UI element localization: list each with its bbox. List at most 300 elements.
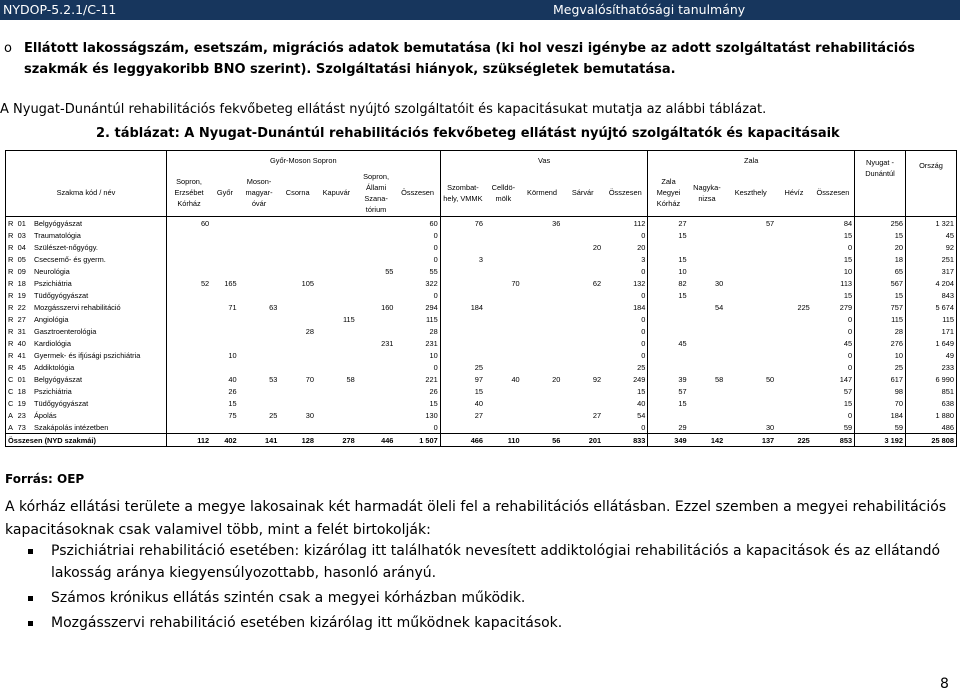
table-cell: 20	[637, 242, 646, 252]
table-cell: 55	[385, 266, 394, 276]
table-cell	[648, 349, 689, 361]
table-cell	[562, 349, 603, 361]
table-cell	[211, 361, 238, 373]
table-cell: 57	[843, 386, 853, 396]
row-type: C	[6, 373, 16, 385]
table-cell	[316, 253, 357, 265]
table-cell	[211, 337, 238, 349]
table-cell: 15	[228, 398, 237, 408]
table-cell	[485, 217, 522, 230]
document-title: Megvalósíthatósági tanulmány	[553, 2, 746, 17]
table-cell	[562, 313, 603, 325]
table-cell: 279	[839, 302, 853, 312]
table-cell: 57	[648, 385, 689, 397]
table-cell: 231	[425, 338, 438, 348]
intro-paragraph: A Nyugat-Dunántúl rehabilitációs fekvőbeteg ellátást nyújtó szolgáltatóit és kapacitásukat mutatja az alábbi táblázat.	[0, 102, 767, 117]
table-cell: 18	[855, 253, 906, 265]
table-cell: 231	[381, 338, 394, 348]
table-cell: 20	[592, 242, 602, 252]
table-cell	[316, 361, 357, 373]
table-cell	[166, 337, 211, 349]
table-cell: 54	[637, 410, 646, 420]
table-cell: 10	[843, 266, 853, 276]
table-cell: 132	[633, 278, 646, 288]
table-cell	[279, 253, 316, 265]
table-cell	[357, 277, 396, 289]
row-code: 45	[17, 362, 26, 372]
table-cell	[522, 241, 563, 253]
table-cell	[357, 361, 396, 373]
capacity-table	[5, 150, 957, 447]
body-paragraph: A kórház ellátási területe a megye lakosainak két harmadát öleli fel a rehabilitációs ellátásban. Ezzel szemben a megyei rehabilitációs kapacitásoknak csak valamivel több, mint a felét birtokolják:	[5, 499, 947, 538]
row-code: 19	[17, 290, 26, 300]
table-cell: 28	[855, 325, 906, 337]
table-cell	[522, 265, 563, 277]
table-cell	[357, 253, 396, 265]
table-cell	[725, 265, 776, 277]
table-cell	[648, 361, 689, 373]
table-row	[6, 421, 957, 434]
group-zala: Zala	[648, 151, 855, 170]
table-cell: 15	[855, 289, 906, 301]
table-cell: 53	[269, 374, 278, 384]
row-type: R	[6, 217, 16, 230]
table-cell	[562, 325, 603, 337]
table-cell: 115	[905, 313, 956, 325]
table-cell	[316, 397, 357, 409]
table-cell	[440, 421, 485, 434]
col-mosonmagyarovar: Moson-magyar-óvár	[239, 169, 280, 217]
total-cell: 141	[239, 434, 280, 447]
row-name: Traumatológia	[33, 230, 81, 240]
table-cell	[440, 313, 485, 325]
table-cell: 98	[855, 385, 906, 397]
table-cell: 70	[855, 397, 906, 409]
col-celldomolk: Celldö-mölk	[485, 169, 522, 217]
table-cell: 15	[637, 386, 646, 396]
row-code: 22	[17, 302, 26, 312]
table-cell: 184	[855, 409, 906, 421]
bullet-square-icon	[28, 549, 33, 554]
col-sopron-erzsebet: Sopron, Erzsébet Kórház	[166, 169, 211, 217]
table-cell	[485, 385, 522, 397]
section-heading	[4, 38, 959, 80]
table-cell	[279, 241, 316, 253]
table-cell	[776, 229, 812, 241]
table-cell	[279, 217, 316, 230]
table-cell: 84	[843, 218, 853, 228]
row-code: 31	[17, 326, 26, 336]
table-cell	[239, 253, 280, 265]
table-cell	[689, 337, 726, 349]
table-cell: 317	[905, 265, 956, 277]
table-cell	[440, 241, 485, 253]
table-cell: 225	[797, 302, 810, 312]
row-code: 03	[17, 230, 26, 240]
table-cell: 0	[641, 290, 646, 300]
table-cell	[485, 241, 522, 253]
table-cell	[316, 265, 357, 277]
table-cell	[239, 385, 280, 397]
table-cell: 40	[228, 374, 237, 384]
table-cell	[239, 265, 280, 277]
table-cell	[316, 217, 357, 230]
column-header-row	[6, 169, 957, 217]
total-cell: 1 507	[395, 434, 440, 447]
table-cell	[166, 265, 211, 277]
table-cell	[776, 337, 812, 349]
row-name: Mozgásszervi rehabilitáció	[33, 302, 121, 312]
row-code: 23	[17, 410, 26, 420]
table-cell	[239, 361, 280, 373]
table-cell	[357, 421, 396, 434]
table-cell	[239, 229, 280, 241]
table-cell: 54	[715, 302, 724, 312]
table-row	[6, 253, 957, 265]
table-cell	[776, 397, 812, 409]
table-cell	[689, 241, 726, 253]
table-cell: 0	[433, 422, 438, 432]
table-cell: 25	[637, 362, 646, 372]
row-code: 41	[17, 350, 26, 360]
table-cell: 70	[305, 374, 315, 384]
table-cell	[562, 361, 603, 373]
row-code: 27	[17, 314, 26, 324]
table-cell: 71	[228, 302, 237, 312]
table-cell	[440, 265, 485, 277]
table-cell	[522, 361, 563, 373]
col-szakma: Szakma kód / név	[6, 169, 167, 217]
row-type: C	[6, 397, 16, 409]
table-cell	[316, 349, 357, 361]
table-cell	[776, 217, 812, 230]
table-cell: 97	[440, 373, 485, 385]
table-cell	[562, 265, 603, 277]
table-cell	[485, 361, 522, 373]
table-cell	[485, 421, 522, 434]
table-cell	[485, 301, 522, 313]
table-cell: 130	[425, 410, 438, 420]
table-cell	[485, 253, 522, 265]
table-cell: 92	[905, 241, 956, 253]
table-cell: 15	[843, 398, 853, 408]
table-cell: 15	[648, 253, 689, 265]
table-cell	[725, 277, 776, 289]
col-kormend: Körmend	[522, 169, 563, 217]
group-vas: Vas	[440, 151, 648, 170]
table-cell	[279, 361, 316, 373]
row-code: 05	[17, 254, 26, 264]
table-cell	[725, 241, 776, 253]
table-cell	[562, 337, 603, 349]
table-cell: 5 674	[905, 301, 956, 313]
table-row	[6, 313, 957, 325]
table-cell: 757	[855, 301, 906, 313]
table-caption: 2. táblázat: A Nyugat-Dunántúl rehabilitációs fekvőbeteg ellátást nyújtó szolgáltatók és kapacitásaik	[96, 126, 840, 141]
table-cell: 113	[840, 278, 853, 288]
table-cell: 160	[381, 302, 394, 312]
table-cell	[357, 349, 396, 361]
table-cell: 115	[855, 313, 906, 325]
table-row	[6, 289, 957, 301]
table-cell	[689, 253, 726, 265]
table-cell: 638	[905, 397, 956, 409]
table-cell	[440, 337, 485, 349]
col-csorna: Csorna	[279, 169, 316, 217]
table-cell	[239, 325, 280, 337]
table-cell	[725, 397, 776, 409]
bullet-list	[28, 540, 958, 634]
table-cell: 45	[843, 338, 853, 348]
row-name: Neurológia	[33, 266, 70, 276]
table-cell	[279, 265, 316, 277]
row-code: 04	[17, 242, 26, 252]
table-cell	[725, 301, 776, 313]
table-cell: 0	[433, 242, 438, 252]
table-cell: 52	[166, 277, 211, 289]
table-cell: 6 990	[905, 373, 956, 385]
table-cell	[166, 289, 211, 301]
table-cell	[689, 397, 726, 409]
row-type: R	[6, 253, 16, 265]
col-nyugat-dunantul: Nyugat - Dunántúl	[855, 151, 906, 217]
table-cell: 27	[440, 409, 485, 421]
table-cell: 0	[641, 230, 646, 240]
table-cell: 0	[847, 242, 853, 252]
table-cell	[776, 289, 812, 301]
table-cell: 15	[648, 229, 689, 241]
table-cell	[648, 313, 689, 325]
group-gyor-moson-sopron: Győr-Moson Sopron	[166, 151, 440, 170]
table-cell: 322	[425, 278, 438, 288]
row-name: Belgyógyászat	[33, 374, 83, 384]
table-cell	[357, 313, 396, 325]
total-cell: 466	[440, 434, 485, 447]
table-row	[6, 409, 957, 421]
table-cell	[316, 229, 357, 241]
table-cell: 115	[425, 314, 438, 324]
table-cell: 45	[648, 337, 689, 349]
table-cell	[776, 313, 812, 325]
table-row	[6, 385, 957, 397]
row-type: R	[6, 229, 16, 241]
total-cell: 110	[485, 434, 522, 447]
col-osszesen-gyms: Összesen	[395, 169, 440, 217]
table-cell	[239, 217, 280, 230]
table-cell	[725, 313, 776, 325]
table-cell	[648, 325, 689, 337]
table-cell	[522, 325, 563, 337]
table-cell	[522, 277, 563, 289]
table-cell	[562, 229, 603, 241]
table-row	[6, 217, 957, 230]
table-cell: 28	[305, 326, 315, 336]
row-type: R	[6, 265, 16, 277]
table-cell: 0	[847, 410, 853, 420]
table-cell	[522, 289, 563, 301]
table-row	[6, 301, 957, 313]
row-type: A	[6, 409, 16, 421]
row-name: Ápolás	[33, 410, 57, 420]
table-cell: 62	[592, 278, 602, 288]
table-cell: 15	[429, 398, 438, 408]
table-cell	[725, 325, 776, 337]
table-cell	[166, 301, 211, 313]
table-cell: 0	[641, 314, 646, 324]
col-gyor: Győr	[211, 169, 238, 217]
table-cell	[316, 421, 357, 434]
table-cell: 40	[440, 397, 485, 409]
table-cell	[166, 397, 211, 409]
table-cell	[440, 289, 485, 301]
table-cell: 15	[843, 230, 853, 240]
row-name: Tüdőgyógyászat	[33, 398, 89, 408]
table-cell	[279, 229, 316, 241]
table-cell: 60	[429, 218, 438, 228]
table-cell	[776, 253, 812, 265]
row-name: Pszichiátria	[33, 386, 72, 396]
table-cell	[776, 421, 812, 434]
row-code: 09	[17, 266, 26, 276]
col-kapuvar: Kapuvár	[316, 169, 357, 217]
table-cell	[316, 337, 357, 349]
table-cell	[776, 325, 812, 337]
table-cell: 0	[847, 362, 853, 372]
heading-bullet: o	[4, 41, 12, 56]
table-row	[6, 397, 957, 409]
total-cell: 402	[211, 434, 238, 447]
bullet-square-icon	[28, 621, 33, 626]
total-cell: 56	[522, 434, 563, 447]
total-cell: 349	[648, 434, 689, 447]
bullet-item: Mozgásszervi rehabilitáció esetében kizárólag itt működnek kapacitások.	[28, 612, 958, 634]
table-cell	[211, 289, 238, 301]
table-cell	[166, 361, 211, 373]
row-type: C	[6, 385, 16, 397]
table-cell: 10	[228, 350, 237, 360]
table-cell: 40	[637, 398, 646, 408]
table-cell	[357, 241, 396, 253]
table-row	[6, 277, 957, 289]
total-row	[6, 434, 957, 447]
table-cell: 251	[905, 253, 956, 265]
table-cell	[279, 337, 316, 349]
table-cell	[522, 337, 563, 349]
table-cell	[485, 325, 522, 337]
total-cell: 25 808	[905, 434, 956, 447]
row-name: Szülészet-nőgyógy.	[33, 242, 98, 252]
table-cell	[648, 409, 689, 421]
table-cell: 105	[301, 278, 315, 288]
table-cell: 58	[715, 374, 724, 384]
table-cell	[279, 301, 316, 313]
table-cell	[562, 397, 603, 409]
table-cell	[522, 301, 563, 313]
table-cell: 0	[847, 314, 853, 324]
table-cell: 1 649	[905, 337, 956, 349]
table-cell	[211, 325, 238, 337]
total-cell: 142	[689, 434, 726, 447]
table-cell	[357, 397, 396, 409]
table-cell: 20	[552, 374, 561, 384]
table-cell	[166, 373, 211, 385]
table-cell	[211, 229, 238, 241]
table-cell: 15	[855, 229, 906, 241]
table-cell	[648, 241, 689, 253]
table-cell: 10	[648, 265, 689, 277]
table-cell: 115	[342, 314, 355, 324]
table-cell: 1 880	[905, 409, 956, 421]
table-cell	[166, 313, 211, 325]
bullet-item: Számos krónikus ellátás szintén csak a megyei kórházban működik.	[28, 587, 958, 609]
table-cell	[725, 409, 776, 421]
table-cell	[166, 229, 211, 241]
table-cell	[776, 373, 812, 385]
table-cell	[211, 421, 238, 434]
col-sarvar: Sárvár	[562, 169, 603, 217]
page-number: 8	[940, 676, 949, 692]
table-cell	[166, 241, 211, 253]
table-cell: 0	[641, 326, 646, 336]
table-cell: 60	[166, 217, 211, 230]
table-cell	[166, 421, 211, 434]
table-cell	[689, 361, 726, 373]
table-cell	[689, 217, 726, 230]
table-cell: 27	[592, 410, 602, 420]
table-cell: 70	[511, 278, 520, 288]
table-cell: 92	[592, 374, 602, 384]
table-cell	[725, 253, 776, 265]
table-cell	[725, 361, 776, 373]
table-cell	[562, 301, 603, 313]
table-cell: 0	[641, 422, 646, 432]
table-cell	[522, 349, 563, 361]
total-cell: 112	[166, 434, 211, 447]
table-cell: 256	[855, 217, 906, 230]
table-cell	[357, 217, 396, 230]
table-cell	[279, 349, 316, 361]
table-cell: 843	[905, 289, 956, 301]
table-cell: 82	[648, 277, 689, 289]
bullet-item: Pszichiátriai rehabilitáció esetében: kizárólag itt találhatók nevesített addiktológiai rehabilitációs a kapacitások és az ellátandó lakosság aránya kiegyensúlyozottabb, hasonló arányú.	[28, 540, 958, 584]
row-type: R	[6, 313, 16, 325]
total-cell: 128	[279, 434, 316, 447]
table-cell	[357, 289, 396, 301]
table-cell	[279, 289, 316, 301]
row-code: 40	[17, 338, 26, 348]
table-cell: 0	[433, 254, 438, 264]
table-cell: 276	[855, 337, 906, 349]
table-cell	[357, 409, 396, 421]
table-cell: 851	[905, 385, 956, 397]
table-cell	[316, 409, 357, 421]
table-cell: 10	[855, 349, 906, 361]
table-cell	[689, 229, 726, 241]
table-cell: 25	[440, 361, 485, 373]
row-name: Pszichiátria	[33, 278, 72, 288]
table-cell: 59	[855, 421, 906, 434]
bullet-square-icon	[28, 596, 33, 601]
table-cell: 184	[633, 302, 646, 312]
table-cell	[522, 421, 563, 434]
table-cell	[316, 301, 357, 313]
table-cell	[239, 337, 280, 349]
table-cell	[485, 229, 522, 241]
table-cell	[776, 265, 812, 277]
table-cell	[166, 409, 211, 421]
table-source: Forrás: OEP	[5, 472, 85, 486]
table-cell	[211, 217, 238, 230]
